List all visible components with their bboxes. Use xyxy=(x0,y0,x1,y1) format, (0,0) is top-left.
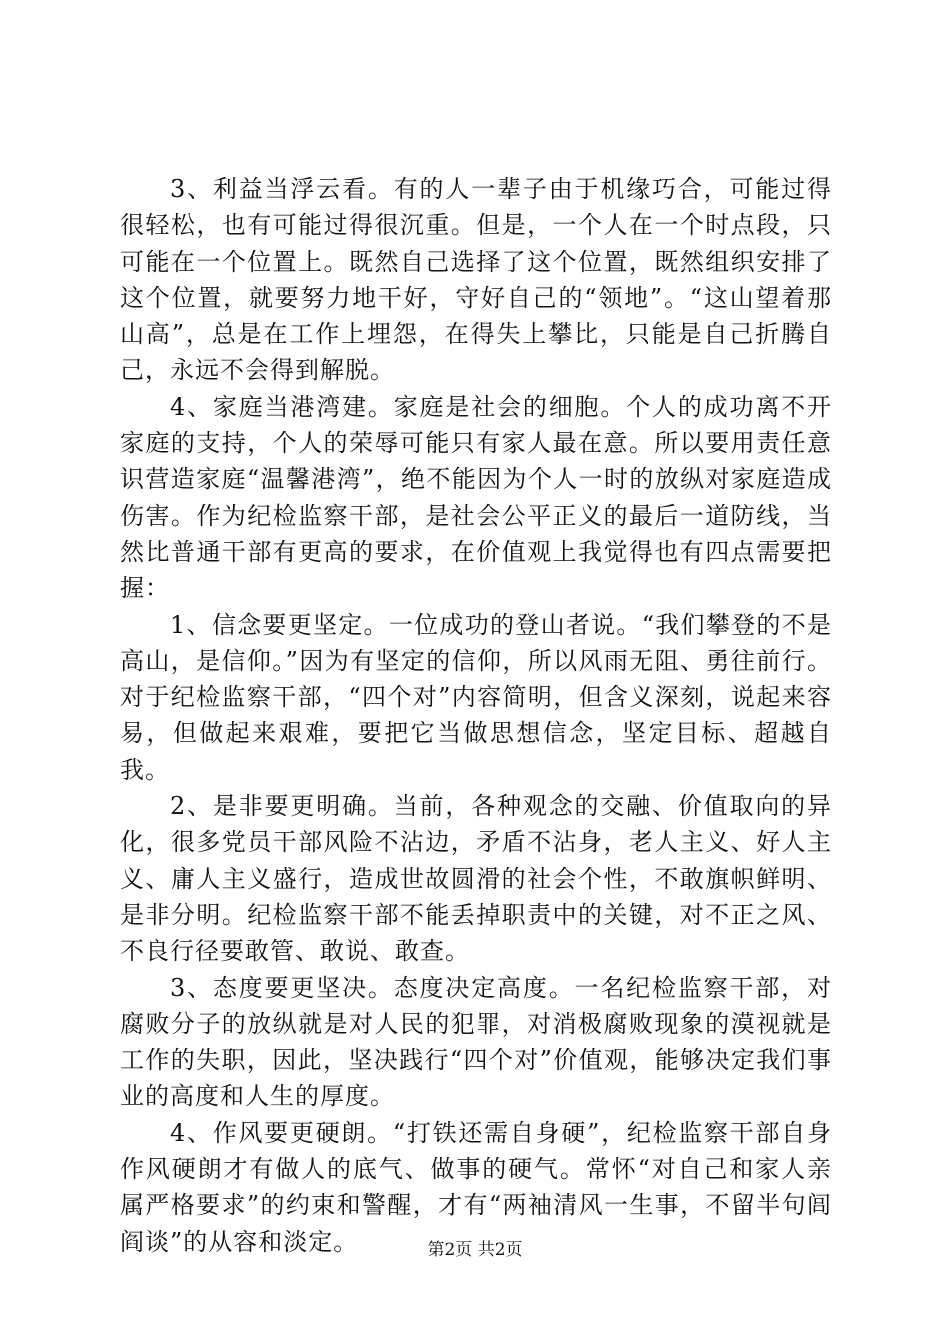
paragraph-6: 4、作风要更硬朗。“打铁还需自身硬”，纪检监察干部自身作风硬朗才有做人的底气、做事的硬气。常怀“对自己和家人亲属严格要求”的约束和警醒，才有“两袖清风一生事，不留半句闾阎谈”的从容和淡定。 xyxy=(120,1118,832,1256)
body-text xyxy=(120,171,832,1260)
page-number-footer: 第2页 共2页 xyxy=(427,1240,523,1260)
paragraph-2: 4、家庭当港湾建。家庭是社会的细胞。个人的成功离不开家庭的支持，个人的荣辱可能只有家人最在意。所以要用责任意识营造家庭“温馨港湾”，绝不能因为个人一时的放纵对家庭造成伤害。作为纪检监察干部，是社会公平正义的最后一道防线，当然比普通干部有更高的要求，在价值观上我觉得也有四点需要把握： xyxy=(120,392,832,603)
paragraph-4: 2、是非要更明确。当前，各种观念的交融、价值取向的异化，很多党员干部风险不沾边，矛盾不沾身，老人主义、好人主义、庸人主义盛行，造成世故圆滑的社会个性，不敢旗帜鲜明、是非分明。纪检监察干部不能丢掉职责中的关键，对不正之风、不良行径要敢管、敢说、敢查。 xyxy=(120,792,832,966)
paragraph-5: 3、态度要更坚决。态度决定高度。一名纪检监察干部，对腐败分子的放纵就是对人民的犯罪，对消极腐败现象的漠视就是工作的失职，因此，坚决践行“四个对”价值观，能够决定我们事业的高度和人生的厚度。 xyxy=(120,973,832,1111)
paragraph-3: 1、信念要更坚定。一位成功的登山者说。“我们攀登的不是高山，是信仰。”因为有坚定的信仰，所以风雨无阻、勇往前行。对于纪检监察干部，“四个对”内容简明，但含义深刻，说起来容易，但做起来艰难，要把它当做思想信念，坚定目标、超越自我。 xyxy=(120,610,832,784)
paragraph-1: 3、利益当浮云看。有的人一辈子由于机缘巧合，可能过得很轻松，也有可能过得很沉重。但是，一个人在一个时点段，只可能在一个位置上。既然自己选择了这个位置，既然组织安排了这个位置，就要努力地干好，守好自己的“领地”。“这山望着那山高”，总是在工作上埋怨，在得失上攀比，只能是自己折腾自己，永远不会得到解脱。 xyxy=(120,175,832,385)
